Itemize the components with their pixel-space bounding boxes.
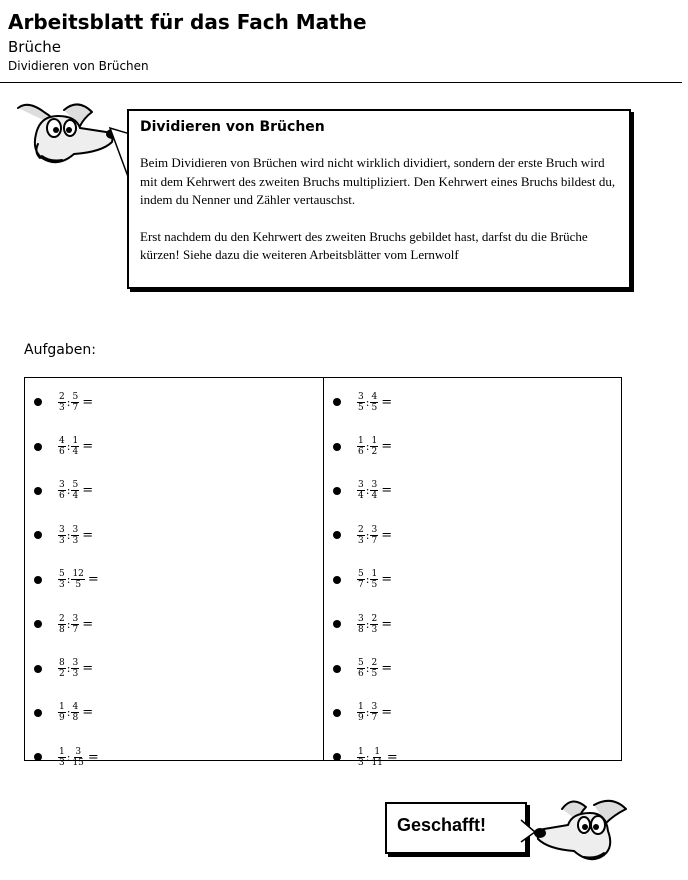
equals-sign: =: [82, 616, 94, 632]
equals-sign: =: [82, 394, 94, 410]
denominator: 4: [371, 491, 378, 502]
divide-operator: :: [66, 750, 71, 764]
task-item: [330, 646, 620, 690]
denominator: 11: [371, 757, 383, 768]
numerator: 5: [358, 569, 364, 580]
numerator: 3: [59, 480, 65, 491]
info-box: [127, 109, 631, 289]
numerator: 12: [72, 569, 84, 580]
denominator: 5: [75, 580, 82, 591]
denominator: 6: [358, 447, 364, 458]
task-item: [31, 646, 321, 690]
numerator: 3: [72, 613, 79, 624]
divide-operator: :: [365, 484, 370, 498]
equals-sign: =: [381, 661, 393, 677]
denominator: 3: [59, 402, 65, 413]
bullet-icon: [34, 620, 42, 628]
denominator: 7: [72, 624, 79, 635]
equals-sign: =: [381, 572, 393, 588]
divide-operator: :: [66, 573, 71, 587]
numerator: 1: [371, 436, 378, 447]
bullet-icon: [333, 443, 341, 451]
numerator: 5: [72, 391, 79, 402]
numerator: 8: [59, 658, 65, 669]
bullet-icon: [34, 576, 42, 584]
tasks-heading: Aufgaben:: [24, 342, 96, 358]
divide-operator: :: [365, 395, 370, 409]
bullet-icon: [333, 620, 341, 628]
equals-sign: =: [381, 483, 393, 499]
denominator: 6: [59, 491, 65, 502]
denominator: 2: [59, 669, 65, 680]
fraction-divisor: [370, 525, 378, 546]
bullet-icon: [333, 753, 341, 761]
fraction-dividend: [357, 702, 365, 723]
divide-operator: :: [365, 750, 370, 764]
equals-sign: =: [82, 483, 94, 499]
bullet-icon: [333, 398, 341, 406]
denominator: 7: [371, 713, 378, 724]
numerator: 3: [358, 391, 364, 402]
fraction-divisor: [370, 658, 378, 679]
numerator: 4: [59, 436, 65, 447]
wolf-mascot-icon: [528, 795, 632, 867]
denominator: 4: [358, 491, 364, 502]
info-paragraph-1: Beim Dividieren von Brüchen wird nicht wirklich dividiert, sondern der erste Bruch wird mit dem Kehrwert des zweiten Bruchs multipliziert. Den Kehrwert eines Bruchs bildest du, indem du Nenner und Zähler vertauschst.: [140, 155, 616, 207]
fraction-divisor: [71, 436, 79, 457]
page-subtitle: Brüche: [8, 38, 61, 56]
fraction-divisor: [370, 436, 378, 457]
bullet-icon: [34, 443, 42, 451]
fraction-dividend: [58, 480, 66, 501]
info-text: [140, 154, 620, 283]
bullet-icon: [333, 665, 341, 673]
tasks-table: [24, 377, 622, 768]
denominator: 7: [72, 402, 79, 413]
denominator: 3: [59, 757, 65, 768]
divide-operator: :: [66, 395, 71, 409]
denominator: 5: [371, 580, 378, 591]
bullet-icon: [333, 576, 341, 584]
fraction-divisor: [370, 480, 378, 501]
task-item: [330, 558, 620, 602]
denominator: 3: [358, 535, 364, 546]
numerator: 1: [72, 436, 79, 447]
numerator: 3: [59, 524, 65, 535]
bullet-icon: [333, 531, 341, 539]
fraction-dividend: [58, 392, 66, 413]
equals-sign: =: [381, 527, 393, 543]
denominator: 2: [371, 447, 378, 458]
fraction-dividend: [357, 614, 365, 635]
fraction-divisor: [370, 747, 383, 768]
task-item: [330, 691, 620, 735]
denominator: 3: [72, 535, 79, 546]
fraction-dividend: [58, 436, 66, 457]
info-paragraph-2: Erst nachdem du den Kehrwert des zweiten Bruchs gebildet hast, darfst du die Brüche kürzen! Siehe dazu die weiteren Arbeitsblätter vom Lernwolf: [140, 228, 588, 262]
fraction-dividend: [357, 392, 365, 413]
bullet-icon: [333, 709, 341, 717]
equals-sign: =: [381, 439, 393, 455]
task-item: [31, 424, 321, 468]
fraction-dividend: [357, 747, 365, 768]
fraction-dividend: [357, 525, 365, 546]
numerator: 5: [72, 480, 79, 491]
numerator: 2: [371, 613, 378, 624]
tasks-column-left: [31, 380, 321, 780]
numerator: 1: [358, 436, 364, 447]
divide-operator: :: [66, 440, 71, 454]
numerator: 5: [59, 569, 65, 580]
numerator: 3: [371, 524, 378, 535]
numerator: 2: [59, 613, 65, 624]
divide-operator: :: [365, 617, 370, 631]
task-item: [31, 469, 321, 513]
divide-operator: :: [66, 528, 71, 542]
denominator: 8: [72, 713, 79, 724]
denominator: 4: [72, 491, 79, 502]
denominator: 6: [59, 447, 65, 458]
fraction-dividend: [58, 747, 66, 768]
page-topic: Dividieren von Brüchen: [8, 59, 149, 73]
fraction-divisor: [71, 658, 79, 679]
denominator: 7: [358, 580, 364, 591]
numerator: 1: [59, 702, 65, 713]
bullet-icon: [333, 487, 341, 495]
numerator: 3: [358, 613, 364, 624]
task-item: [330, 513, 620, 557]
task-item: [31, 735, 321, 779]
divide-operator: :: [365, 573, 370, 587]
bullet-icon: [34, 487, 42, 495]
denominator: 3: [72, 669, 79, 680]
equals-sign: =: [386, 749, 398, 765]
task-item: [330, 469, 620, 513]
numerator: 3: [72, 658, 79, 669]
fraction-dividend: [58, 614, 66, 635]
divide-operator: :: [365, 528, 370, 542]
denominator: 8: [59, 624, 65, 635]
fraction-divisor: [71, 569, 84, 590]
equals-sign: =: [82, 705, 94, 721]
denominator: 3: [371, 624, 378, 635]
divide-operator: :: [365, 440, 370, 454]
fraction-dividend: [58, 525, 66, 546]
divide-operator: :: [66, 484, 71, 498]
fraction-divisor: [71, 392, 79, 413]
task-item: [330, 602, 620, 646]
equals-sign: =: [381, 705, 393, 721]
divide-operator: :: [66, 617, 71, 631]
numerator: 3: [371, 702, 378, 713]
numerator: 1: [371, 569, 378, 580]
denominator: 3: [59, 535, 65, 546]
task-item: [31, 558, 321, 602]
fraction-divisor: [71, 702, 79, 723]
denominator: 6: [358, 669, 364, 680]
denominator: 9: [59, 713, 65, 724]
divide-operator: :: [66, 706, 71, 720]
fraction-divisor: [71, 525, 79, 546]
bullet-icon: [34, 709, 42, 717]
bullet-icon: [34, 665, 42, 673]
equals-sign: =: [82, 439, 94, 455]
fraction-divisor: [71, 614, 79, 635]
header-divider: [0, 82, 682, 83]
fraction-dividend: [357, 436, 365, 457]
denominator: 15: [72, 757, 84, 768]
divide-operator: :: [66, 662, 71, 676]
fraction-dividend: [357, 658, 365, 679]
numerator: 2: [371, 658, 378, 669]
bullet-icon: [34, 753, 42, 761]
task-item: [31, 380, 321, 424]
task-item: [330, 380, 620, 424]
denominator: 3: [59, 580, 65, 591]
numerator: 1: [374, 746, 381, 757]
equals-sign: =: [381, 394, 393, 410]
numerator: 2: [358, 524, 364, 535]
fraction-divisor: [370, 614, 378, 635]
task-item: [31, 691, 321, 735]
bullet-icon: [34, 531, 42, 539]
numerator: 3: [358, 480, 364, 491]
task-item: [31, 602, 321, 646]
denominator: 3: [358, 757, 364, 768]
task-item: [330, 735, 620, 779]
equals-sign: =: [82, 527, 94, 543]
equals-sign: =: [87, 749, 99, 765]
denominator: 5: [371, 402, 378, 413]
fraction-divisor: [71, 480, 79, 501]
fraction-divisor: [370, 702, 378, 723]
fraction-dividend: [58, 702, 66, 723]
fraction-dividend: [357, 569, 365, 590]
divide-operator: :: [365, 662, 370, 676]
done-box: [385, 802, 527, 854]
numerator: 1: [59, 746, 65, 757]
denominator: 9: [358, 713, 364, 724]
denominator: 8: [358, 624, 364, 635]
equals-sign: =: [381, 616, 393, 632]
fraction-dividend: [58, 658, 66, 679]
numerator: 1: [358, 746, 364, 757]
tasks-divider: [323, 378, 324, 760]
numerator: 4: [371, 391, 378, 402]
info-title: Dividieren von Brüchen: [140, 119, 325, 135]
divide-operator: :: [365, 706, 370, 720]
fraction-divisor: [71, 747, 84, 768]
numerator: 5: [358, 658, 364, 669]
numerator: 1: [358, 702, 364, 713]
numerator: 2: [59, 391, 65, 402]
fraction-divisor: [370, 569, 378, 590]
task-item: [330, 424, 620, 468]
equals-sign: =: [82, 661, 94, 677]
numerator: 3: [75, 746, 82, 757]
fraction-dividend: [58, 569, 66, 590]
numerator: 4: [72, 702, 79, 713]
denominator: 4: [72, 447, 79, 458]
task-item: [31, 513, 321, 557]
page-title: Arbeitsblatt für das Fach Mathe: [8, 10, 367, 34]
denominator: 5: [358, 402, 364, 413]
numerator: 3: [72, 524, 79, 535]
fraction-dividend: [357, 480, 365, 501]
denominator: 7: [371, 535, 378, 546]
done-label: Geschafft!: [397, 815, 487, 835]
fraction-divisor: [370, 392, 378, 413]
numerator: 3: [371, 480, 378, 491]
bullet-icon: [34, 398, 42, 406]
equals-sign: =: [87, 572, 99, 588]
denominator: 5: [371, 669, 378, 680]
tasks-column-right: [330, 380, 620, 780]
